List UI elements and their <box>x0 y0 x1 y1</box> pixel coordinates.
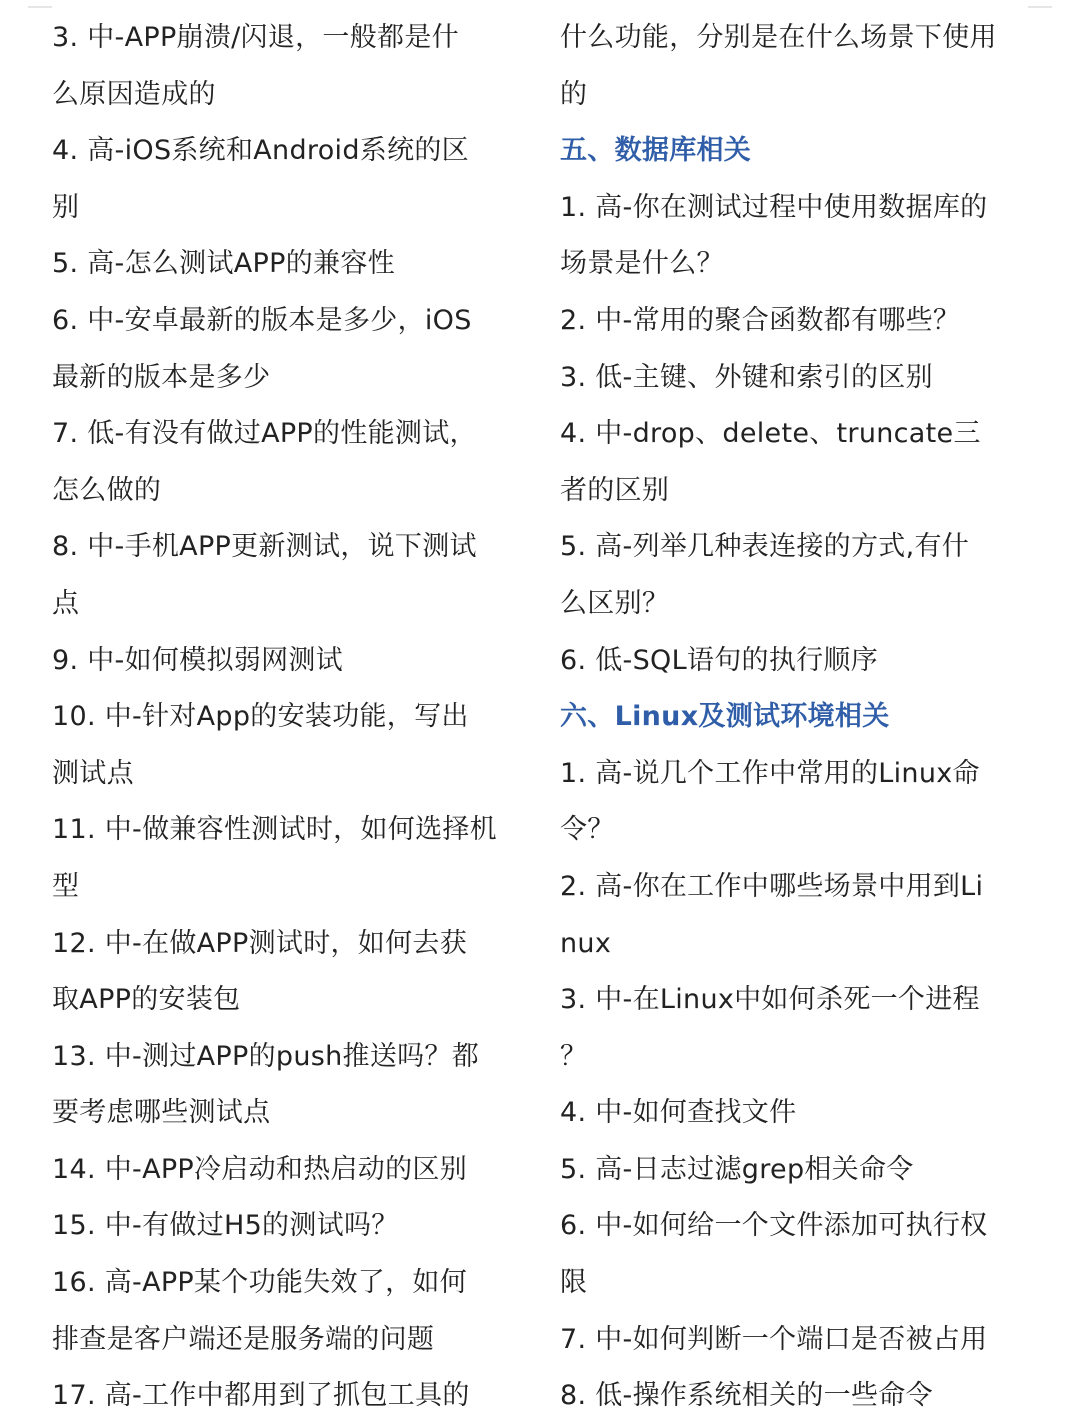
right-column-line: 2. 中-常用的聚合函数都有哪些？ <box>560 304 961 336</box>
left-column-line: 10. 中-针对App的安装功能，写出 <box>52 701 469 733</box>
left-column-line: 11. 中-做兼容性测试时，如何选择机 <box>52 814 497 846</box>
right-column-line: 2. 高-你在工作中哪些场景中用到Li <box>560 870 984 902</box>
left-column-line: 点 <box>52 587 80 619</box>
right-column-line: 4. 中-如何查找文件 <box>560 1097 797 1129</box>
right-column-line: 5. 高-日志过滤grep相关命令 <box>560 1153 914 1185</box>
left-column-line: 4. 高-iOS系统和Android系统的区 <box>52 135 469 167</box>
right-column-line: 场景是什么？ <box>560 248 724 280</box>
right-column-line: 8. 低-操作系统相关的一些命令 <box>560 1380 933 1412</box>
left-column-line: 怎么做的 <box>52 474 162 506</box>
right-column-line: ？ <box>560 1040 588 1072</box>
left-column-line: 取APP的安装包 <box>52 984 241 1016</box>
left-column-line: 13. 中-测过APP的push推送吗？都 <box>52 1040 480 1072</box>
right-column-line: 6. 低-SQL语句的执行顺序 <box>560 644 879 676</box>
right-column-line: 3. 中-在Linux中如何杀死一个进程 <box>560 984 980 1016</box>
right-column-line: 5. 高-列举几种表连接的方式,有什 <box>560 531 970 563</box>
left-column-line: 最新的版本是多少 <box>52 361 271 393</box>
right-column-line: 1. 高-说几个工作中常用的Linux命 <box>560 757 980 789</box>
left-column-line: 型 <box>52 870 80 902</box>
top-edge-rule-right <box>1028 6 1052 8</box>
left-column-line: 5. 高-怎么测试APP的兼容性 <box>52 248 395 280</box>
left-column-line: 排查是客户端还是服务端的问题 <box>52 1323 435 1355</box>
top-edge-rule-left <box>28 6 52 8</box>
section-heading: 六、Linux及测试环境相关 <box>560 701 890 733</box>
left-column-line: 别 <box>52 191 80 223</box>
right-column-line: 1. 高-你在测试过程中使用数据库的 <box>560 191 988 223</box>
left-column-line: 17. 高-工作中都用到了抓包工具的 <box>52 1380 470 1412</box>
right-column-line: 3. 低-主键、外键和索引的区别 <box>560 361 933 393</box>
right-column-line: 的 <box>560 78 588 110</box>
left-column-line: 3. 中-APP崩溃/闪退，一般都是什 <box>52 22 459 53</box>
left-column-line: 么原因造成的 <box>52 78 216 110</box>
left-column-line: 9. 中-如何模拟弱网测试 <box>52 644 343 676</box>
right-column-line: 限 <box>560 1267 588 1299</box>
left-column-line: 14. 中-APP冷启动和热启动的区别 <box>52 1153 467 1185</box>
left-column-line: 7. 低-有没有做过APP的性能测试， <box>52 418 477 450</box>
left-column <box>52 10 522 1425</box>
section-heading: 五、数据库相关 <box>560 135 752 167</box>
right-column-line: 6. 中-如何给一个文件添加可执行权 <box>560 1210 988 1242</box>
left-column-line: 16. 高-APP某个功能失效了，如何 <box>52 1267 467 1299</box>
left-column-line: 8. 中-手机APP更新测试，说下测试 <box>52 531 477 563</box>
right-column-line: 么区别？ <box>560 587 670 619</box>
left-column-line: 要考虑哪些测试点 <box>52 1097 271 1129</box>
left-column-line: 15. 中-有做过H5的测试吗？ <box>52 1210 399 1242</box>
right-column-line: 4. 中-drop、delete、truncate三 <box>560 418 981 450</box>
right-column-line: 什么功能，分别是在什么场景下使用 <box>560 22 997 53</box>
right-column-line: 7. 中-如何判断一个端口是否被占用 <box>560 1323 988 1355</box>
right-column-line: 者的区别 <box>560 474 670 506</box>
right-column <box>560 10 1030 1425</box>
right-column-line: nux <box>560 927 612 959</box>
left-column-line: 6. 中-安卓最新的版本是多少，iOS <box>52 304 472 336</box>
left-column-line: 测试点 <box>52 757 134 789</box>
right-column-line: 令？ <box>560 814 615 846</box>
left-column-line: 12. 中-在做APP测试时，如何去获 <box>52 927 467 959</box>
